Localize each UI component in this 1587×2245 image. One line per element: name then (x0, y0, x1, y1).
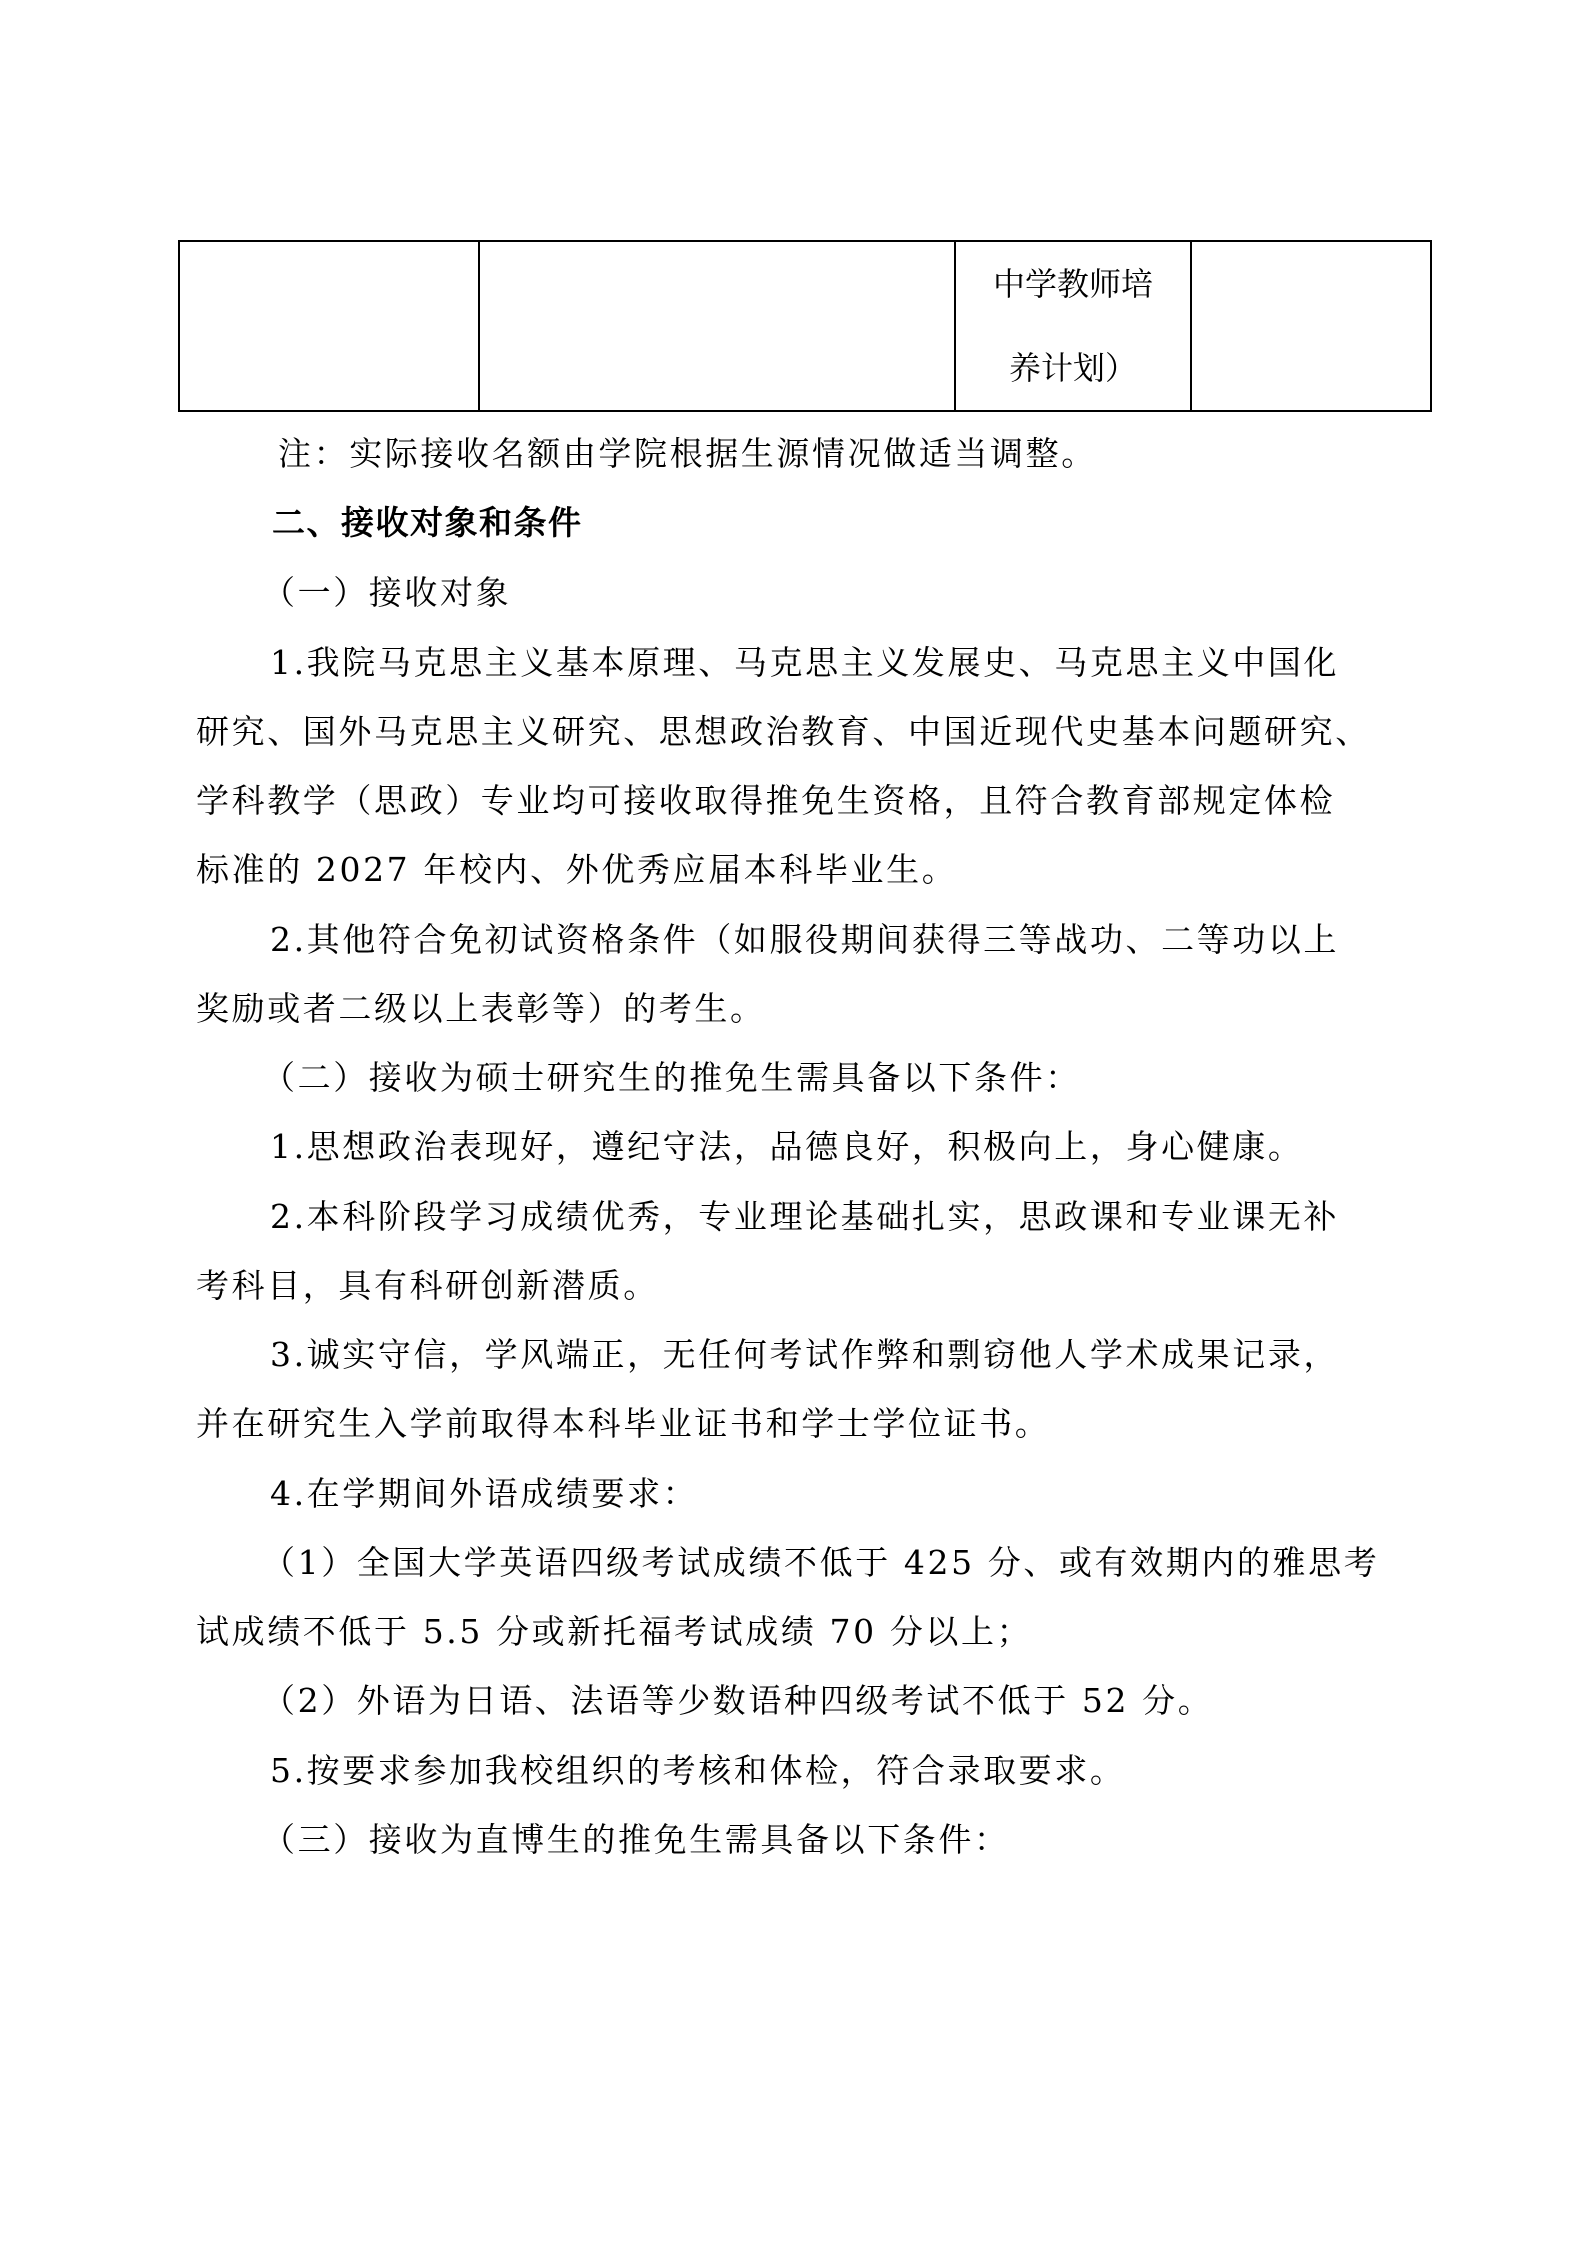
section-heading: 二、接收对象和条件 (272, 503, 583, 542)
paragraph-line: 学科教学（思政）专业均可接收取得推免生资格，且符合教育部规定体检 (196, 781, 1336, 820)
subsection-heading: （三）接收为直博生的推免生需具备以下条件： (262, 1820, 1010, 1859)
continuation-table (178, 240, 1432, 412)
paragraph-line: 试成绩不低于 5.5 分或新托福考试成绩 70 分以上； (196, 1612, 1033, 1651)
table-cell-col3 (955, 241, 1191, 411)
paragraph-line: 2.其他符合免初试资格条件（如服役期间获得三等战功、二等功以上 (270, 920, 1340, 959)
paragraph-line: 5.按要求参加我校组织的考核和体检，符合录取要求。 (270, 1751, 1126, 1790)
subsection-heading: （二）接收为硕士研究生的推免生需具备以下条件： (262, 1058, 1081, 1097)
table-cell-col2 (479, 241, 955, 411)
paragraph-line: 4.在学期间外语成绩要求： (270, 1474, 699, 1513)
paragraph-line: （2）外语为日语、法语等少数语种四级考试不低于 52 分。 (262, 1681, 1214, 1720)
paragraph-line: 考科目，具有科研创新潜质。 (196, 1266, 659, 1305)
paragraph-line: 2.本科阶段学习成绩优秀，专业理论基础扎实，思政课和专业课无补 (270, 1197, 1340, 1236)
paragraph-line: 标准的 2027 年校内、外优秀应届本科毕业生。 (196, 850, 958, 889)
table-cell-col4 (1191, 241, 1431, 411)
cell-text-line: 养计划） (1008, 349, 1137, 387)
subsection-heading: （一）接收对象 (262, 573, 512, 612)
paragraph-line: 研究、国外马克思主义研究、思想政治教育、中国近现代史基本问题研究、 (196, 712, 1371, 751)
cell-text-line: 中学教师培 (992, 265, 1153, 303)
paragraph-line: 1.思想政治表现好，遵纪守法，品德良好，积极向上，身心健康。 (270, 1127, 1304, 1166)
paragraph-line: 1.我院马克思主义基本原理、马克思主义发展史、马克思主义中国化 (270, 643, 1340, 682)
paragraph-line: 3.诚实守信，学风端正，无任何考试作弊和剽窃他人学术成果记录， (270, 1335, 1340, 1374)
table-row (179, 241, 1431, 411)
table-note: 注：实际接收名额由学院根据生源情况做适当调整。 (278, 434, 1097, 473)
paragraph-line: 奖励或者二级以上表彰等）的考生。 (196, 989, 766, 1028)
table-cell-col1 (179, 241, 479, 411)
paragraph-line: 并在研究生入学前取得本科毕业证书和学士学位证书。 (196, 1404, 1051, 1443)
paragraph-line: （1）全国大学英语四级考试成绩不低于 425 分、或有效期内的雅思考 (262, 1543, 1380, 1582)
